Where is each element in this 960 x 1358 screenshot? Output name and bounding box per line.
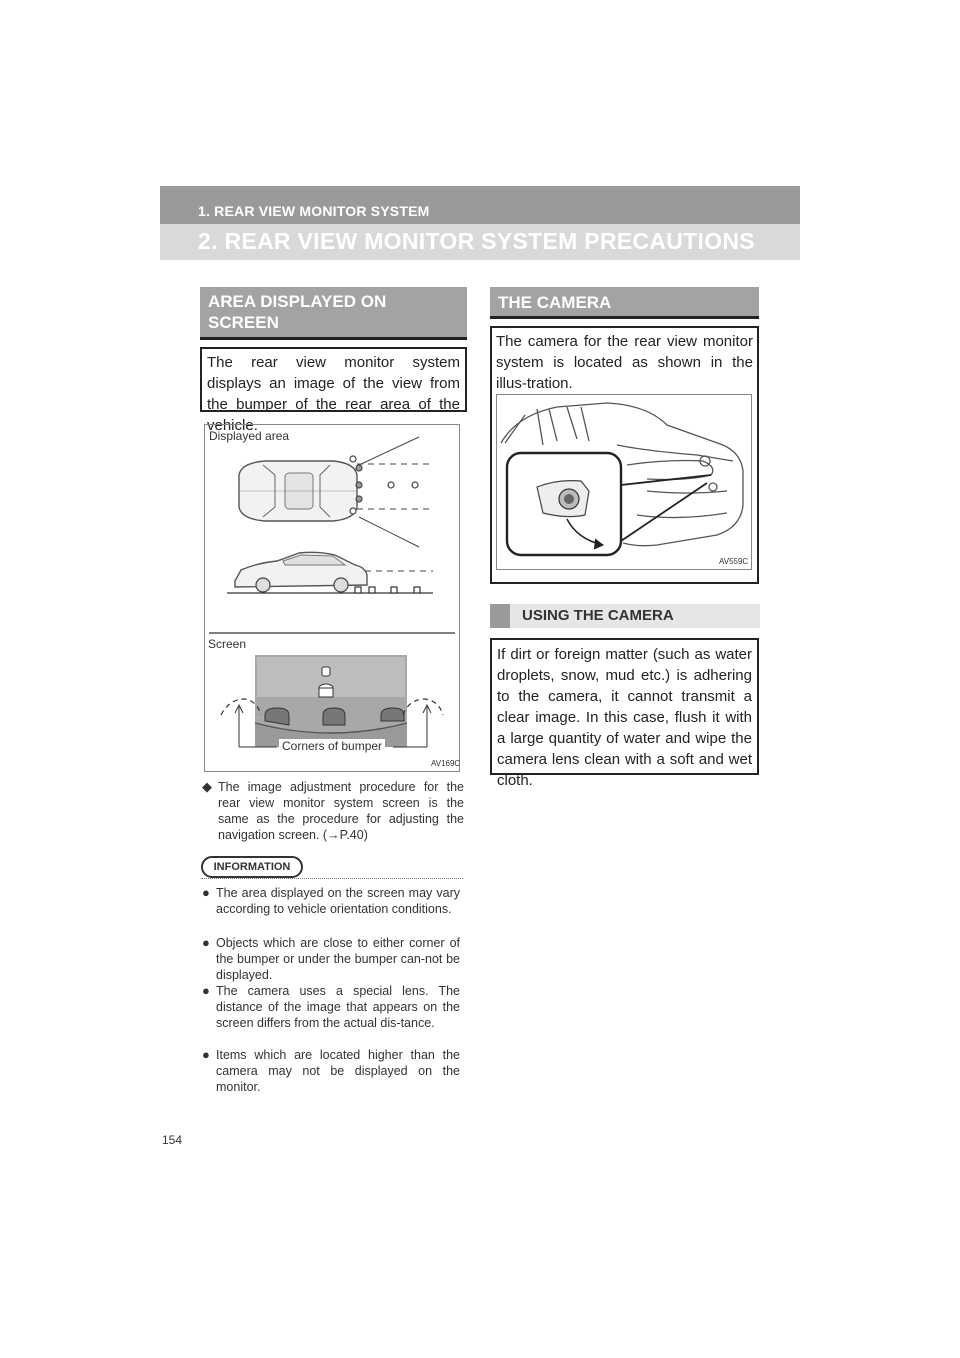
section-header-the-camera xyxy=(490,287,759,319)
label-displayed-area: Displayed area xyxy=(209,429,290,443)
car-top-view-icon xyxy=(239,461,357,521)
area-intro-text: The rear view monitor system displays an image of the view from the bumper of the rear area of the vehicle. xyxy=(207,354,460,434)
section-header-area-displayed xyxy=(200,287,467,340)
info-text: The area displayed on the screen may vary according to vehicle orientation conditions. xyxy=(216,886,460,916)
camera-location-figure xyxy=(496,394,752,570)
figure-code-left: AV169C xyxy=(431,759,461,768)
info-item xyxy=(202,1047,460,1095)
subsection-title: USING THE CAMERA xyxy=(522,607,674,624)
section-title-camera: THE CAMERA xyxy=(498,293,612,312)
information-badge: INFORMATION xyxy=(201,856,303,878)
bullet-text: The image adjustment procedure for the rear view monitor system screen is the same as the procedure for adjusting the navigation screen. (→P.40) xyxy=(218,780,464,842)
bullet-diamond-icon: ◆ xyxy=(202,779,212,794)
using-camera-text: If dirt or foreign matter (such as water droplets, snow, mud etc.) is adhering to the camera, it cannot transmit a clear image. In this case, flush it with a large quantity of water and wipe the camera lens clean with a soft and wet cloth. xyxy=(497,646,752,789)
info-text: The camera uses a special lens. The distance of the image that appears on the screen differs from the actual dis-tance. xyxy=(216,984,460,1030)
page-title: 2. REAR VIEW MONITOR SYSTEM PRECAUTIONS xyxy=(198,228,755,254)
bullet-dot-icon: ● xyxy=(202,935,210,950)
label-corners-of-bumper: Corners of bumper xyxy=(279,739,385,753)
car-side-view-icon xyxy=(235,552,367,592)
section-title-line2: SCREEN xyxy=(208,313,279,332)
page-number: 154 xyxy=(162,1133,183,1147)
figure-code-right: AV559C xyxy=(719,557,749,566)
info-item xyxy=(202,983,460,1031)
area-intro-box xyxy=(200,347,467,434)
subsection-header-using-camera xyxy=(490,604,760,628)
displayed-area-diagram xyxy=(205,425,459,771)
bullet-dot-icon: ● xyxy=(202,1047,210,1062)
information-divider xyxy=(201,878,463,880)
using-camera-box xyxy=(490,638,759,789)
info-text: Items which are located higher than the camera may not be displayed on the monitor. xyxy=(216,1048,460,1094)
bullet-paragraph xyxy=(202,779,464,843)
camera-icon xyxy=(537,481,589,517)
chapter-title: 1. REAR VIEW MONITOR SYSTEM xyxy=(198,203,430,219)
subsection-marker xyxy=(490,604,510,628)
page-title-band xyxy=(160,224,800,260)
camera-intro-text: The camera for the rear view monitor system is located as shown in the illus-tration. xyxy=(496,333,753,392)
label-screen: Screen xyxy=(208,637,247,651)
bullet-dot-icon: ● xyxy=(202,983,210,998)
displayed-area-figure xyxy=(204,424,460,772)
camera-location-diagram xyxy=(497,395,751,569)
section-title-line1: AREA DISPLAYED ON xyxy=(208,292,387,311)
monitor-screen-icon xyxy=(255,655,407,747)
info-item xyxy=(202,935,460,983)
info-text: Objects which are close to either corner of the bumper or under the bumper can-not be displayed. xyxy=(216,936,460,982)
bullet-dot-icon: ● xyxy=(202,885,210,900)
chapter-header xyxy=(160,186,800,224)
info-item xyxy=(202,885,460,917)
